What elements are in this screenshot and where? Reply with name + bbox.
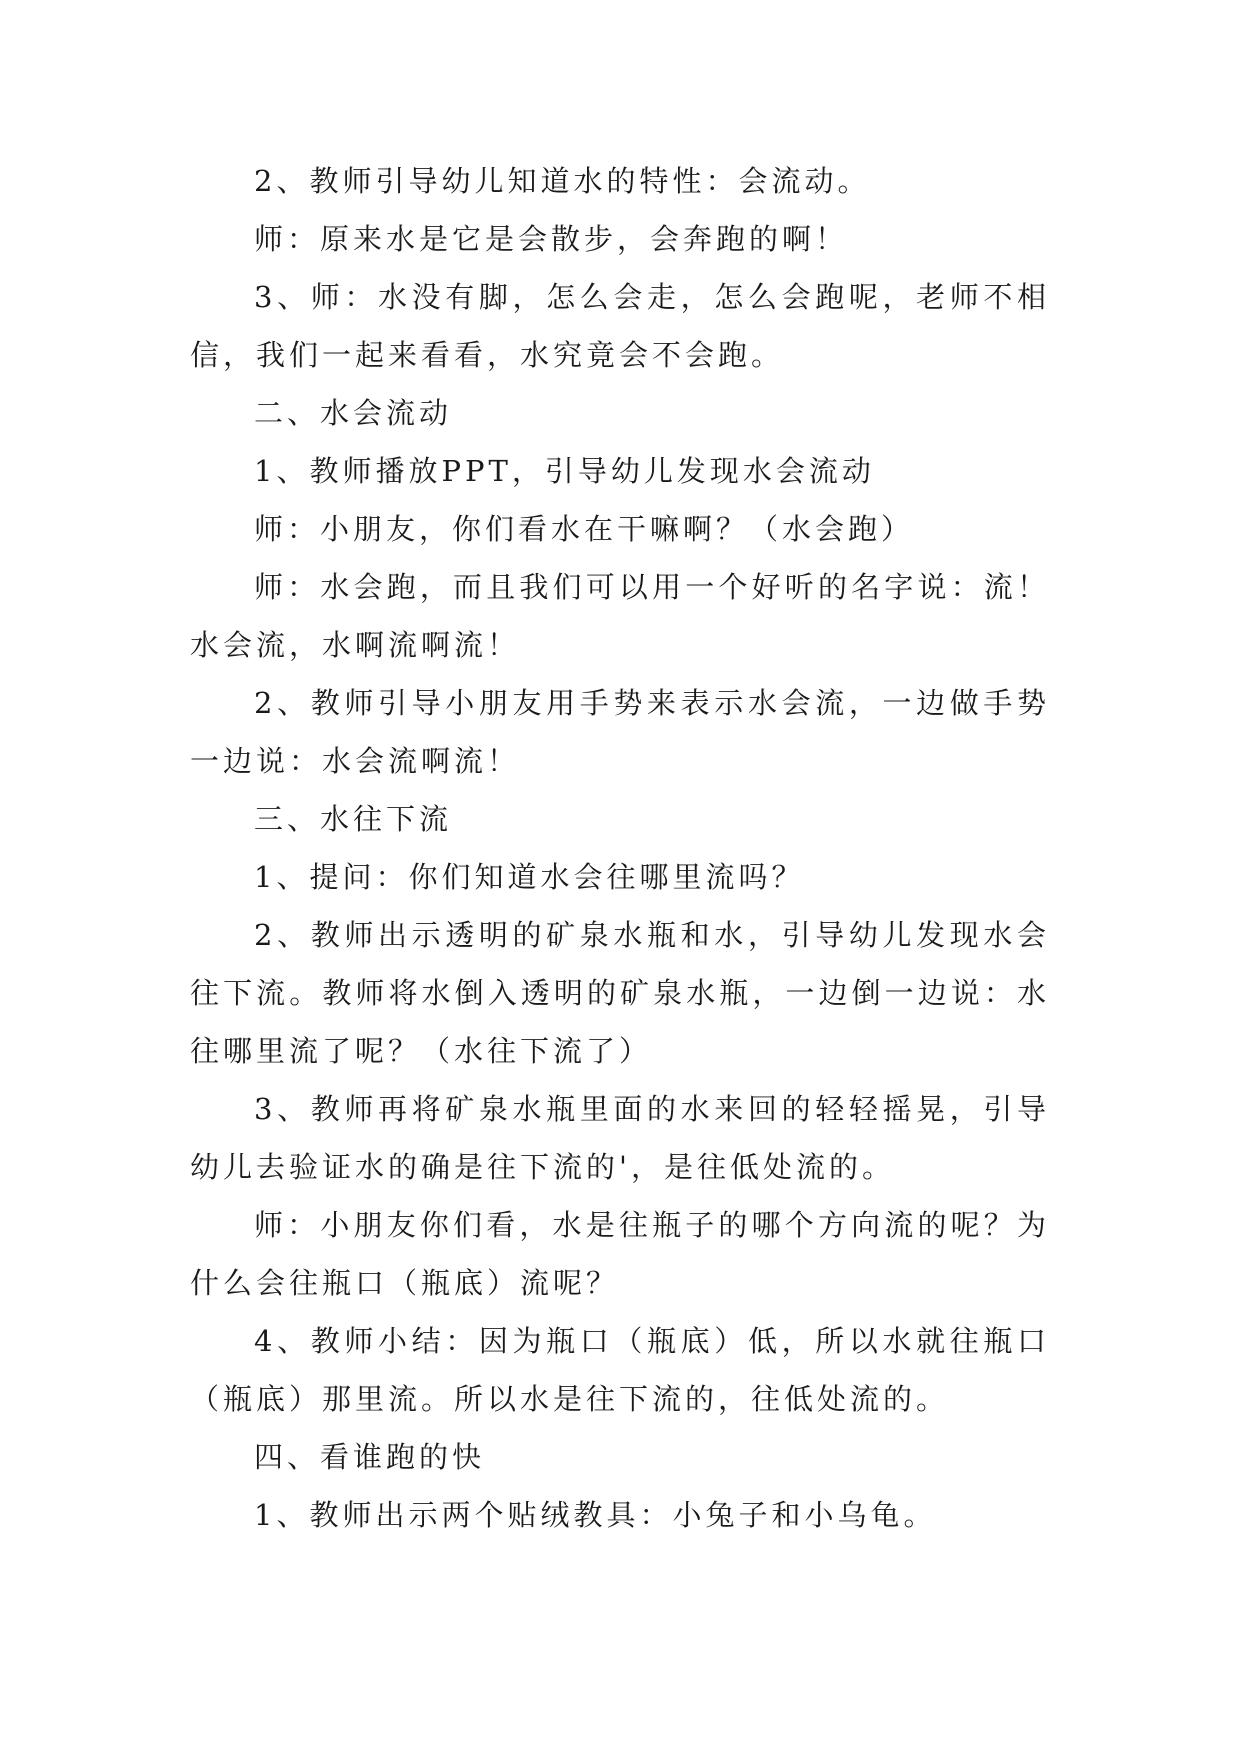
paragraph: 师：小朋友，你们看水在干嘛啊？（水会跑） <box>254 512 915 546</box>
paragraph: 2、教师出示透明的矿泉水瓶和水，引导幼儿发现水会往下流。教师将水倒入透明的矿泉水瓶，一边倒一边说：水往哪里流了呢？（水往下流了） <box>190 918 1050 1068</box>
paragraph: 师：原来水是它是会散步，会奔跑的啊！ <box>254 222 849 256</box>
paragraph: 4、教师小结：因为瓶口（瓶底）低，所以水就往瓶口（瓶底）那里流。所以水是往下流的，往低处流的。 <box>190 1324 1050 1416</box>
section-heading: 二、水会流动 <box>254 396 453 430</box>
section-heading: 三、水往下流 <box>254 802 453 836</box>
document-body <box>190 152 1050 1544</box>
paragraph: 1、教师播放PPT，引导幼儿发现水会流动 <box>254 454 875 488</box>
paragraph: 3、教师再将矿泉水瓶里面的水来回的轻轻摇晃，引导幼儿去验证水的确是往下流的'，是往低处流的。 <box>190 1092 1050 1184</box>
paragraph: 师：小朋友你们看，水是往瓶子的哪个方向流的呢？为什么会往瓶口（瓶底）流呢？ <box>190 1208 1050 1300</box>
paragraph: 1、提问：你们知道水会往哪里流吗？ <box>254 860 805 894</box>
paragraph: 2、教师引导小朋友用手势来表示水会流，一边做手势一边说：水会流啊流！ <box>190 686 1050 778</box>
paragraph: 1、教师出示两个贴绒教具：小兔子和小乌龟。 <box>254 1498 937 1532</box>
paragraph: 2、教师引导幼儿知道水的特性：会流动。 <box>254 164 871 198</box>
paragraph: 3、师：水没有脚，怎么会走，怎么会跑呢，老师不相信，我们一起来看看，水究竟会不会跑。 <box>190 280 1050 372</box>
section-heading: 四、看谁跑的快 <box>254 1440 486 1474</box>
paragraph: 师：水会跑，而且我们可以用一个好听的名字说：流！水会流，水啊流啊流！ <box>190 570 1050 662</box>
